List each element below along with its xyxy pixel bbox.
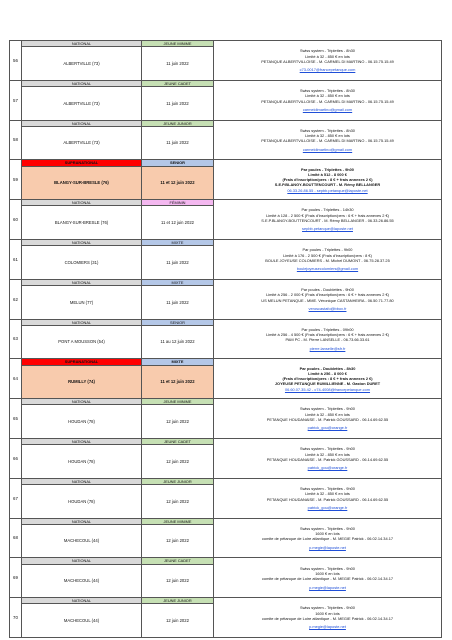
level-label: NATIONAL [22,239,142,245]
detail-line: Limité à 176 - 2 500 € (Frais d'inscription/pers : 8 €) [283,252,372,258]
venue-city: MACHECOUL (44) [22,564,142,598]
category-label: JEUNE JUNIOR [142,120,214,126]
entry-header-row [10,438,442,444]
event-date: 12 juin 2022 [142,564,214,598]
detail-line: Par poules - Doublettes - 8h30 [299,365,356,371]
contact-email-link[interactable]: patrick_gou@orange.fr [307,465,348,471]
venue-city: MACHECOUL (44) [22,604,142,638]
detail-line: Swiss system - Triplettes - 8h30 [300,88,355,94]
detail-line: PETANQUE HOUDANAISE - M. Patrick GOUSSARD - 06.14.69.62.55 [266,417,389,423]
detail-line: US MELUN PETANQUE - MME. Véronique CASTANHEIRA - 06.50.71.77.80 [261,297,394,303]
entry-number: 64 [10,359,22,399]
category-label: MIXTE [142,279,214,285]
detail-line: Swiss system - Triplettes - 9h00 [300,605,355,611]
category-label: JEUNE CADET [142,558,214,564]
level-label: NATIONAL [22,558,142,564]
level-label: NATIONAL [22,319,142,325]
venue-city: RUMILLY (74) [22,365,142,399]
detail-line: Limité à 32 - 850 € en lots [305,133,350,139]
event-date: 11 et 12 juin 2022 [142,206,214,240]
venue-city: ALBERTVILLE (73) [22,47,142,81]
entry-number: 65 [10,399,22,439]
entry-header-row [10,120,442,126]
entry-details [214,41,442,81]
detail-line: Par poules - Triplettes - 09h00 [301,326,354,332]
event-date: 12 juin 2022 [142,524,214,558]
entry-header-row [10,41,442,47]
detail-line: 1600 € en lots [315,570,340,576]
venue-city: ALBERTVILLE (73) [22,87,142,121]
entry-details [214,319,442,359]
level-label: NATIONAL [22,120,142,126]
entry-details [214,478,442,518]
competition-table-body [10,41,442,638]
detail-line: Par poules - Triplettes - 9h00 [302,247,353,253]
detail-line: Swiss system - Triplettes - 8h30 [300,48,355,54]
detail-line: Limité à 256 - 4 500 € (Frais d'inscription/pers : 6 € + frais annexes 2 €) [266,332,389,338]
detail-line: Swiss system - Triplettes - 9h00 [300,525,355,531]
venue-city: HOUDAN (78) [22,445,142,479]
contact-email-link[interactable]: veroscastafo@bbox.fr [308,305,347,311]
category-label: MIXTE [142,239,214,245]
category-label: MIXTE [142,359,214,365]
venue-city: COLOMIERS (31) [22,246,142,280]
detail-line: Limité à 128 - 2 500 € (Frais d'inscription/pers : 6 € + frais annexes 2 €) [266,212,389,218]
entry-header-row [10,518,442,524]
detail-line: PETANQUE ALBERTVILLOISE - M. CARMEL DI MARTINO - 06.15.75.15.49 [261,98,394,104]
competition-table [9,40,442,638]
detail-line: JOYEUSE PETANQUE RUMILLIENNE - M. Gaston DURET [274,381,381,387]
event-date: 11 et 12 juin 2022 [142,166,214,200]
level-label: NATIONAL [22,41,142,47]
contact-email-link[interactable]: patrick_gou@orange.fr [307,504,348,510]
event-date: 11 juin 2022 [142,87,214,121]
event-date: 11 au 12 juin 2022 [142,325,214,359]
level-label: SUPRANATIONAL [22,160,142,166]
detail-line: Limité à 32 - 850 € en lots [305,93,350,99]
event-date: 11 juin 2022 [142,126,214,160]
detail-line: PETANQUE ALBERTVILLOISE - M. CARMEL DI MARTINO - 06.15.75.15.49 [261,138,394,144]
detail-line: Limité à 32 - 850 € en lots [305,451,350,457]
contact-email-link[interactable]: p.megie@laposte.net [309,544,346,550]
event-date: 12 juin 2022 [142,604,214,638]
detail-line: Swiss system - Triplettes - 9h00 [300,446,355,452]
venue-city: HOUDAN (78) [22,405,142,439]
entry-details [214,200,442,240]
entry-number: 70 [10,598,22,638]
entry-number: 58 [10,120,22,160]
contact-email-link[interactable]: sepbb.petanque@laposte.net [302,226,353,232]
level-label: NATIONAL [22,80,142,86]
detail-line: 1600 € en lots [315,531,340,537]
category-label: JEUNE MINIME [142,41,214,47]
entry-number: 67 [10,478,22,518]
entry-details [214,399,442,439]
entry-number: 63 [10,319,22,359]
entry-header-row [10,80,442,86]
detail-line: Swiss system - Triplettes - 9h00 [300,565,355,571]
event-date: 11 juin 2022 [142,285,214,319]
detail-line: Limité à 32 - 850 € en lots [305,491,350,497]
venue-city: MACHECOUL (44) [22,524,142,558]
entry-number: 69 [10,558,22,598]
entry-header-row [10,399,442,405]
entry-number: 66 [10,438,22,478]
contact-email-link[interactable]: 06.33.26.86.55 - sepbb.petanque@laposte.net [287,187,368,193]
entry-header-row [10,200,442,206]
entry-number: 57 [10,80,22,120]
level-label: NATIONAL [22,399,142,405]
detail-line: (Frais d'inscription/pers : 8 € + frais annexes 2 €) [282,177,373,183]
venue-city: BLANGY-SUR-BRESLE (76) [22,206,142,240]
detail-line: PETANQUE HOUDANAISE - M. Patrick GOUSSARD - 06.14.69.62.55 [266,496,389,502]
detail-line: BOULE JOYEUSE COLOMIERS - M. Michel DUMONT - 06.75.28.37.25 [265,257,390,263]
category-label: SENIOR [142,319,214,325]
entry-details [214,598,442,638]
detail-line: Limité à 32 - 850 € en lots [305,411,350,417]
entry-number: 68 [10,518,22,558]
detail-line: PAM PC - M. Pierre LANSELLE - 06.73.66.33.61 [285,337,370,343]
contact-email-link[interactable]: boulejoyeusecolomiers@gmail.com [296,266,359,272]
event-date: 12 juin 2022 [142,484,214,518]
contact-email-link[interactable]: p.megie@laposte.net [309,584,346,590]
entry-details [214,558,442,598]
detail-line: Par poules - Triplettes - 9h00 [301,166,354,172]
level-label: NATIONAL [22,478,142,484]
entry-number: 56 [10,41,22,81]
level-label: NATIONAL [22,598,142,604]
category-label: JEUNE CADET [142,80,214,86]
event-date: 11 juin 2022 [142,47,214,81]
level-label: SUPRANATIONAL [22,359,142,365]
level-label: NATIONAL [22,518,142,524]
detail-line: S.E.P.BLANGY-BOUTTENCOURT - M. Rémy BELLANGER - 06.33.26.86.55 [261,218,394,224]
entry-number: 62 [10,279,22,319]
contact-email-link[interactable]: c73-0017@francepetanque.com [299,67,356,73]
detail-line: comite de pétanque de Loire atlantique - M. MEGIE Patrick - 06.02.14.34.17 [261,616,394,622]
event-date: 12 juin 2022 [142,405,214,439]
detail-line: Swiss system - Triplettes - 8h30 [300,127,355,133]
venue-city: PONT A MOUSSON (54) [22,325,142,359]
entry-number: 60 [10,200,22,240]
entry-number: 61 [10,239,22,279]
entry-header-row [10,160,442,166]
category-label: JEUNE CADET [142,438,214,444]
detail-line: Limité à 256 - 8 000 € [308,370,347,376]
entry-details [214,160,442,200]
entry-details [214,80,442,120]
detail-line: Par poules - Triplettes - 14h30 [301,207,354,213]
entry-header-row [10,279,442,285]
detail-line: PETANQUE HOUDANAISE - M. Patrick GOUSSARD - 06.14.69.62.55 [266,456,389,462]
detail-line: Limité à 32 - 850 € en lots [305,53,350,59]
category-label: JEUNE MINIME [142,399,214,405]
detail-line: 1600 € en lots [315,610,340,616]
category-label: JEUNE JUNIOR [142,478,214,484]
contact-email-link[interactable]: patrick_gou@orange.fr [307,425,348,431]
entry-header-row [10,359,442,365]
level-label: NATIONAL [22,438,142,444]
entry-header-row [10,239,442,245]
entry-details [214,279,442,319]
detail-line: Swiss system - Triplettes - 9h00 [300,406,355,412]
detail-line: Limité à 512 - 8 000 € [308,171,347,177]
entry-details [214,438,442,478]
contact-email-link[interactable]: pierre.lanselle@sfr.fr [309,345,346,351]
detail-line: S.E.P.BLANGY-BOUTTENCOURT - M. Rémy BELLANGER [274,182,381,188]
category-label: SENIOR [142,160,214,166]
entry-details [214,518,442,558]
entry-header-row [10,478,442,484]
contact-email-link[interactable]: carmeldimartino@gmail.com [302,146,353,152]
detail-line: (Frais d'inscription/pers : 8 € + frais annexes 2 €) [282,376,373,382]
entry-details [214,120,442,160]
detail-line: Limité à 256 - 2 000 € (Frais d'inscription/pers : 6 € + frais annexes 2 €) [266,292,389,298]
category-label: JEUNE JUNIOR [142,598,214,604]
event-date: 11 et 12 juin 2022 [142,365,214,399]
detail-line: comite de pétanque de Loire atlantique - M. MEGIE Patrick - 06.02.14.34.17 [261,536,394,542]
entry-details [214,239,442,279]
entry-details [214,359,442,399]
venue-city: BLANGY-SUR-BRESLE (76) [22,166,142,200]
event-date: 11 juin 2022 [142,246,214,280]
entry-header-row [10,319,442,325]
detail-line: Swiss system - Triplettes - 9h00 [300,486,355,492]
level-label: NATIONAL [22,279,142,285]
level-label: NATIONAL [22,200,142,206]
venue-city: ALBERTVILLE (73) [22,126,142,160]
contact-email-link[interactable]: 06.60.07.35.42 - c74-4008@francepetanque.com [284,386,371,392]
venue-city: HOUDAN (78) [22,484,142,518]
detail-line: Par poules - Doublettes - 9h00 [301,287,354,293]
detail-line: PETANQUE ALBERTVILLOISE - M. CARMEL DI MARTINO - 06.15.75.15.49 [261,58,394,64]
contact-email-link[interactable]: carmeldimartino@gmail.com [302,106,353,112]
category-label: FÉMININ [142,200,214,206]
event-date: 12 juin 2022 [142,445,214,479]
entry-header-row [10,598,442,604]
category-label: JEUNE MINIME [142,518,214,524]
entry-header-row [10,558,442,564]
detail-line: comite de pétanque de Loire atlantique - M. MEGIE Patrick - 06.02.14.34.17 [261,576,394,582]
entry-number: 59 [10,160,22,200]
contact-email-link[interactable]: p.megie@laposte.net [309,624,346,630]
venue-city: MELUN (77) [22,285,142,319]
